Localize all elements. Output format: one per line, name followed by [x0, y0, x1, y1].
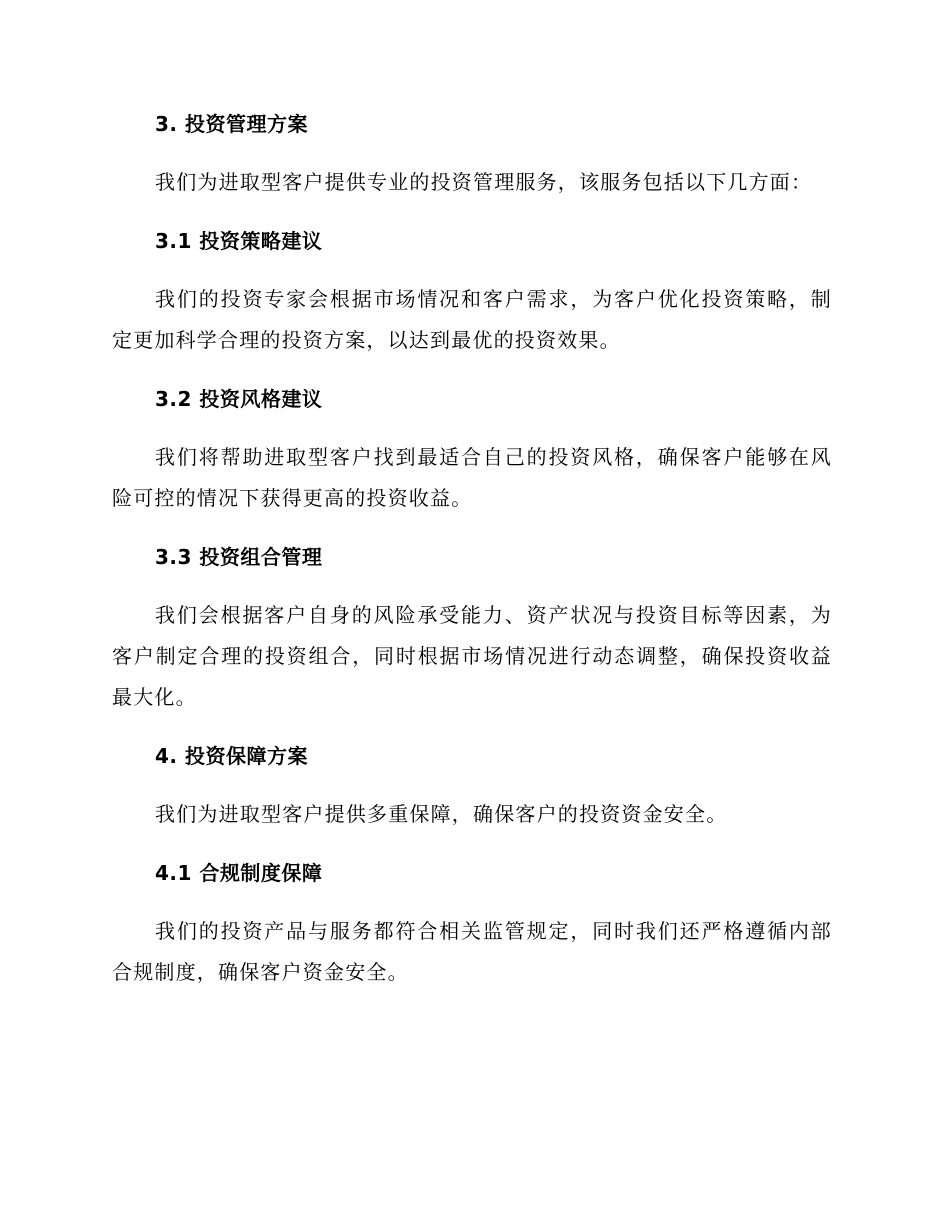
- section-heading-4: 4. 投资保障方案: [155, 744, 308, 768]
- document-body: [112, 108, 832, 1015]
- section-heading-4-1: 4.1 合规制度保障: [155, 861, 323, 885]
- paragraph-4-intro: 我们为进取型客户提供多重保障，确保客户的投资资金安全。: [155, 802, 728, 826]
- section-heading-3-3: 3.3 投资组合管理: [155, 545, 323, 569]
- paragraph-3-3: 我们会根据客户自身的风险承受能力、资产状况与投资目标等因素，为客户制定合理的投资组合，同时根据市场情况进行动态调整，确保投资收益最大化。: [112, 603, 832, 709]
- paragraph-3-1: 我们的投资专家会根据市场情况和客户需求，为客户优化投资策略，制定更加科学合理的投资方案，以达到最优的投资效果。: [112, 287, 832, 352]
- section-heading-3: 3. 投资管理方案: [155, 112, 308, 136]
- section-heading-3-1: 3.1 投资策略建议: [155, 229, 323, 253]
- paragraph-3-intro: 我们为进取型客户提供专业的投资管理服务，该服务包括以下几方面：: [155, 170, 813, 194]
- paragraph-4-1: 我们的投资产品与服务都符合相关监管规定，同时我们还严格遵循内部合规制度，确保客户资金安全。: [112, 919, 832, 984]
- section-heading-3-2: 3.2 投资风格建议: [155, 387, 323, 411]
- paragraph-3-2: 我们将帮助进取型客户找到最适合自己的投资风格，确保客户能够在风险可控的情况下获得更高的投资收益。: [112, 445, 832, 510]
